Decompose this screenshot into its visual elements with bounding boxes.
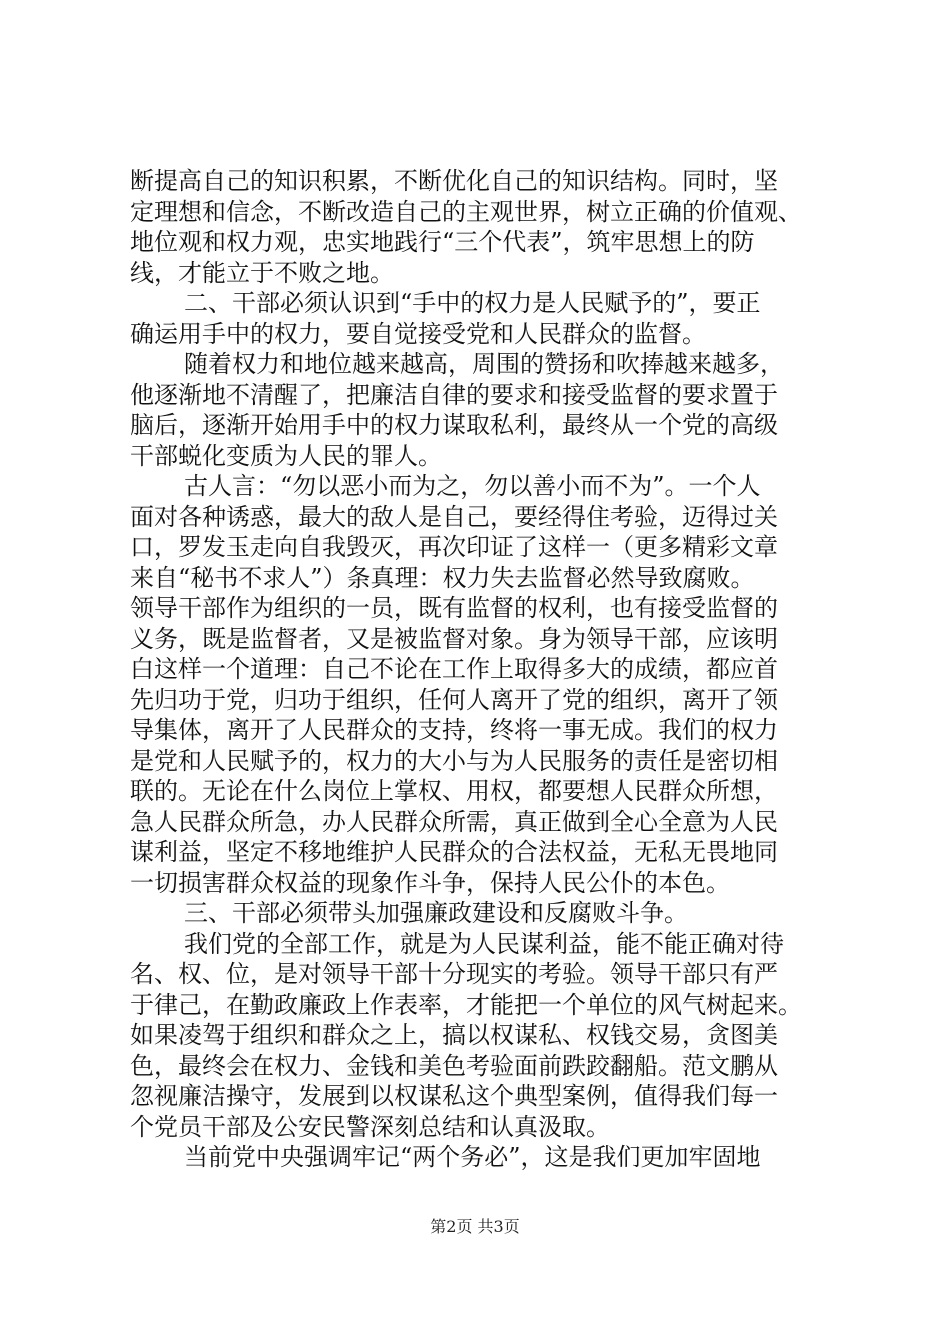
text-line: 脑后，逐渐开始用手中的权力谋取私利，最终从一个党的高级 [130,411,778,439]
text-line: 名、权、位，是对领导干部十分现实的考验。领导干部只有严 [130,960,778,988]
text-line: 是党和人民赋予的，权力的大小与为人民服务的责任是密切相 [130,746,778,775]
text-line: 色，最终会在权力、金钱和美色考验面前跌跤翻船。范文鹏从 [130,1051,778,1080]
text-line: 口，罗发玉走向自我毁灭，再次印证了这样一（更多精彩文章 [130,533,778,561]
text-line: 地位观和权力观，忠实地践行“三个代表”，筑牢思想上的防 [130,228,755,256]
text-line: 随着权力和地位越来越高，周围的赞扬和吹捧越来越多， [184,350,784,378]
page-number-label: 第2页 共3页 [430,1217,520,1236]
text-line: 如果凌驾于组织和群众之上，搞以权谋私、权钱交易，贪图美 [130,1021,778,1049]
text-line: 先归功于党，归功于组织，任何人离开了党的组织，离开了领 [130,685,778,714]
text-line: 干部蜕化变质为人民的罪人。 [130,441,442,470]
text-line: 当前党中央强调牢记“两个务必”，这是我们更加牢固地 [184,1143,761,1171]
section-heading: 二、干部必须认识到“手中的权力是人民赋予的”，要正 [184,289,761,317]
text-line: 我们党的全部工作，就是为人民谋利益，能不能正确对待 [184,929,784,958]
text-line: 义务，既是监督者，又是被监督对象。身为领导干部，应该明 [130,624,778,653]
text-line: 古人言：“勿以恶小而为之，勿以善小而不为”。一个人 [184,472,761,500]
text-line: 一切损害群众权益的现象作斗争，保持人民公仆的本色。 [130,868,730,897]
text-line: 来自“秘书不求人”）条真理：权力失去监督必然导致腐败。 [130,563,755,592]
text-line: 谋利益，坚定不移地维护人民群众的合法权益，无私无畏地同 [130,838,778,866]
section-heading: 三、干部必须带头加强廉政建设和反腐败斗争。 [184,899,688,927]
text-line: 于律己，在勤政廉政上作表率，才能把一个单位的风气树起来。 [130,990,802,1019]
text-line: 他逐渐地不清醒了，把廉洁自律的要求和接受监督的要求置于 [130,380,778,409]
text-line: 定理想和信念，不断改造自己的主观世界，树立正确的价值观、 [130,197,802,226]
text-line: 忽视廉洁操守，发展到以权谋私这个典型案例，值得我们每一 [130,1082,778,1110]
text-line: 个党员干部及公安民警深刻总结和认真汲取。 [130,1112,610,1141]
text-line: 白这样一个道理：自己不论在工作上取得多大的成绩，都应首 [130,655,778,683]
text-line: 确运用手中的权力，要自觉接受党和人民群众的监督。 [130,319,706,348]
text-line: 断提高自己的知识积累，不断优化自己的知识结构。同时，坚 [130,167,778,195]
text-line: 领导干部作为组织的一员，既有监督的权利，也有接受监督的 [130,594,778,622]
text-line: 导集体，离开了人民群众的支持，终将一事无成。我们的权力 [130,716,778,744]
text-line: 线，才能立于不败之地。 [130,258,394,287]
text-line: 面对各种诱惑，最大的敌人是自己，要经得住考验，迈得过关 [130,502,778,531]
text-line: 急人民群众所急，办人民群众所需，真正做到全心全意为人民 [130,807,778,836]
page-footer [0,1216,950,1238]
text-line: 联的。无论在什么岗位上掌权、用权，都要想人民群众所想， [130,777,778,805]
